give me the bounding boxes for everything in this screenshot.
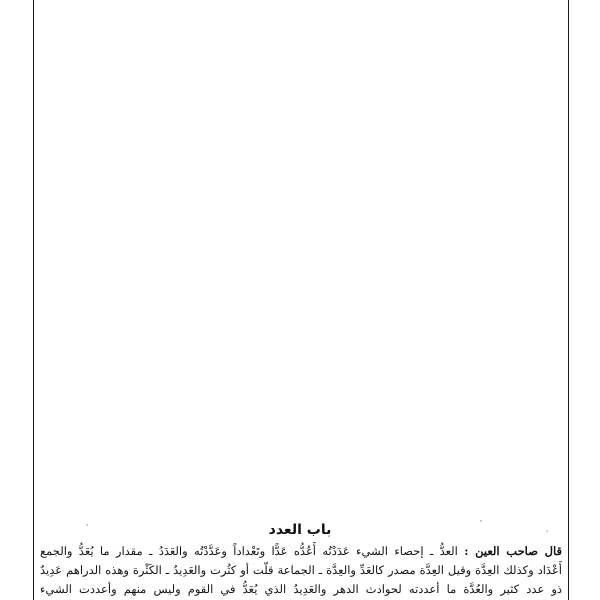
chapter-title: باب العدد (268, 522, 332, 538)
text-line-1: العدُّ ـ إحصاء الشيء عَدَدْتُه أَعُدُّه عَدًّا وتَعْداداً وعَدَّدْتُه والعَدَدُ ـ مقدار ما يُعَدُّ والجمع (40, 544, 458, 558)
lead-phrase: قال صاحب العين : (464, 544, 562, 558)
body-text (40, 542, 562, 599)
page-border (33, 0, 569, 600)
text-line (40, 542, 562, 561)
text-line-2: أَعْدَاد وكذلك العِدَّة وقيل العِدَّة مصدر كالعَدِّ والعِدَّة ـ الجماعة قلَّت أو كثُرت والعَدِيدُ ـ الكَثْرة وهذه الدراهم عَدِيدٌ (40, 563, 562, 577)
text-line-3: ذو عدد كثير والعُدَّة ما أعددته لحوادث الدهر والعَدِيدُ الذي يُعَدُّ في القوم وليس منهم وأعددت الشيء (40, 582, 562, 596)
